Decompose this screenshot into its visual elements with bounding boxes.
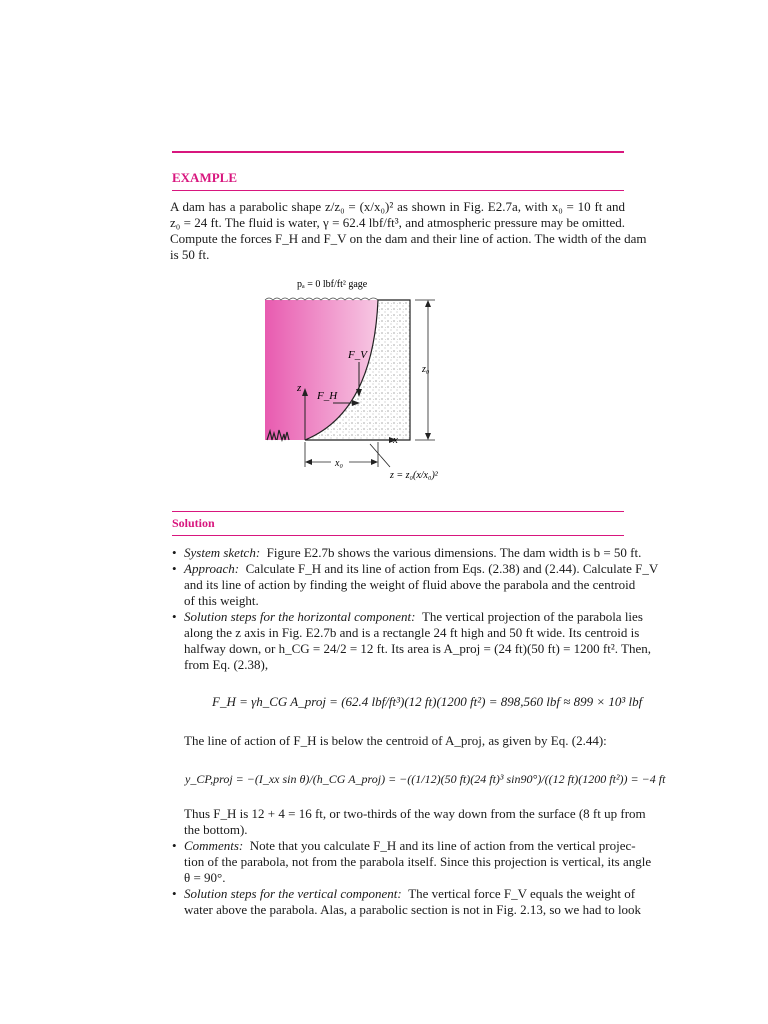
x-axis-label: x (393, 434, 398, 446)
thus-text (170, 806, 646, 838)
z-axis-label: z (297, 382, 302, 394)
solution-bullets (170, 545, 659, 673)
dam-figure (255, 272, 455, 490)
problem-line: z₀ = 24 ft. The fluid is water, γ = 62.4 lbf/ft³, and atmospheric pressure may be omitted. (170, 215, 625, 230)
curve-label: z = z₀(x/x₀)² (390, 470, 438, 481)
problem-statement (170, 199, 647, 263)
bullet-lead: Approach: (184, 561, 240, 576)
example-top-rule (172, 151, 624, 153)
solution-heading: Solution (172, 516, 215, 530)
example-heading: EXAMPLE (172, 170, 237, 185)
problem-line: A dam has a parabolic shape z/z₀ = (x/x₀)² as shown in Fig. E2.7a, with x₀ = 10 ft and (170, 199, 625, 214)
bullet-text: Figure E2.7b shows the various dimensions. The dam width is b = 50 ft. (266, 545, 642, 560)
thus-line: Thus F_H is 12 + 4 = 16 ft, or two-thirds of the way down from the surface (8 ft up from (184, 806, 646, 821)
bullet-text: along the z axis in Fig. E2.7b and is a rectangle 24 ft high and 50 ft wide. Its centroid is (184, 625, 640, 640)
pa-label: pₐ = 0 lbf/ft² gage (297, 279, 368, 290)
equation-fh: F_H = γh_CG A_proj = (62.4 lbf/ft³)(12 ft)(1200 ft²) = 898,560 lbf ≈ 899 × 10³ lbf (212, 694, 643, 709)
bullet-text: Calculate F_H and its line of action from Eqs. (2.38) and (2.44). Calculate F_V (245, 561, 659, 576)
problem-line: is 50 ft. (170, 247, 210, 262)
line-of-action: The line of action of F_H is below the centroid of A_proj, as given by Eq. (2.44): (184, 733, 607, 748)
equation-ycp: y_CP,proj = −(I_xx sin θ)/(h_CG A_proj) = −((1/12)(50 ft)(24 ft)³ sin90°)/((12 ft)(1200 ft²)) = −4 ft (185, 772, 666, 786)
solution-bottom-rule (172, 535, 624, 536)
thus-line: the bottom). (184, 822, 248, 837)
water-surface (265, 298, 378, 300)
bullet-text: The vertical projection of the parabola lies (421, 609, 643, 624)
bullet-item (170, 609, 651, 673)
more-bullets (170, 838, 652, 918)
bullet-lead: System sketch: (184, 545, 261, 560)
fh-label: F_H (317, 390, 338, 402)
solution-top-rule (172, 511, 624, 512)
line-of-action-text (170, 733, 625, 749)
bullet-text: and its line of action by finding the weight of fluid above the parabola and the centroid (184, 577, 636, 592)
bullet-text: of this weight. (184, 593, 259, 608)
z0-label: z₀ (422, 364, 430, 375)
bullet-item (170, 561, 659, 609)
fv-label: F_V (348, 349, 367, 361)
x0-label: x₀ (335, 458, 343, 469)
example-bottom-rule (172, 190, 624, 191)
bullet-item (170, 545, 642, 561)
bullet-lead: Solution steps for the horizontal component: (184, 609, 416, 624)
bullet-text: The vertical force F_V equals the weight of (408, 886, 636, 901)
bullet-text: tion of the parabola, not from the parabola itself. Since this projection is vertical, its angle (184, 854, 652, 869)
bullet-item (170, 886, 642, 918)
problem-line: Compute the forces F_H and F_V on the dam and their line of action. The width of the dam (170, 231, 647, 246)
bullet-text: halfway down, or h_CG = 24/2 = 12 ft. Its area is A_proj = (24 ft)(50 ft) = 1200 ft². Then, (184, 641, 651, 656)
bullet-text: Note that you calculate F_H and its line of action from the vertical projec- (249, 838, 636, 853)
bullet-text: θ = 90°. (184, 870, 226, 885)
bullet-item (170, 838, 652, 886)
bullet-text: from Eq. (2.38), (184, 657, 269, 672)
bullet-text: water above the parabola. Alas, a parabolic section is not in Fig. 2.13, so we had to look (184, 902, 642, 917)
bullet-lead: Comments: (184, 838, 244, 853)
bullet-lead: Solution steps for the vertical component: (184, 886, 402, 901)
